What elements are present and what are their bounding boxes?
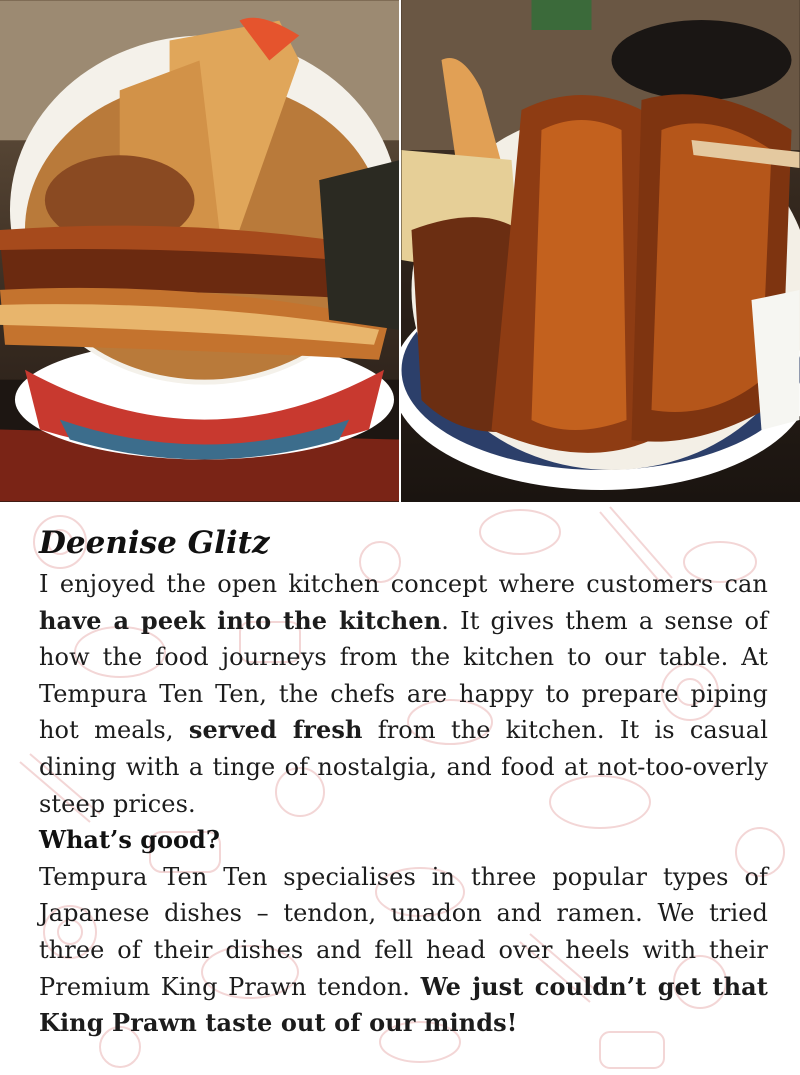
review-article (39, 520, 768, 1042)
section-heading: What’s good? (39, 825, 220, 855)
paragraph-1-text-c: from the kitchen. It is casual dining with a tinge of nostalgia, and food at not-too-overly steep prices. (39, 716, 768, 818)
paragraph-2-text-a: Tempura Ten Ten specialises in three popular types of Japanese dishes – tendon, unadon and ramen. We tried three of their dishes and fell head over heels with their Premium King Prawn tendon. (39, 862, 768, 1001)
tendon-bowl-photo (0, 0, 399, 502)
review-paragraph-1 (39, 566, 768, 822)
paragraph-1-text-a: I enjoyed the open kitchen concept where customers can (39, 570, 768, 598)
paragraph-1-bold-a: have a peek into the kitchen (39, 605, 442, 635)
reviewer-name: Deenise Glitz (39, 525, 270, 561)
review-paragraph-2 (39, 859, 768, 1042)
unadon-bowl-photo (401, 0, 800, 502)
photo-strip (0, 0, 800, 502)
paragraph-1-bold-b: served fresh (188, 715, 363, 745)
tendon-bowl-photo-icon (0, 0, 399, 502)
paragraph-1-text-b: . It gives them a sense of how the food journeys from the kitchen to our table. At Tempura Ten Ten, the chefs are happy to prepare piping hot meals, (39, 606, 769, 745)
paragraph-2-bold-a: We just couldn’t get that King Prawn taste out of our minds! (39, 971, 768, 1038)
unadon-bowl-photo-icon (401, 0, 800, 502)
